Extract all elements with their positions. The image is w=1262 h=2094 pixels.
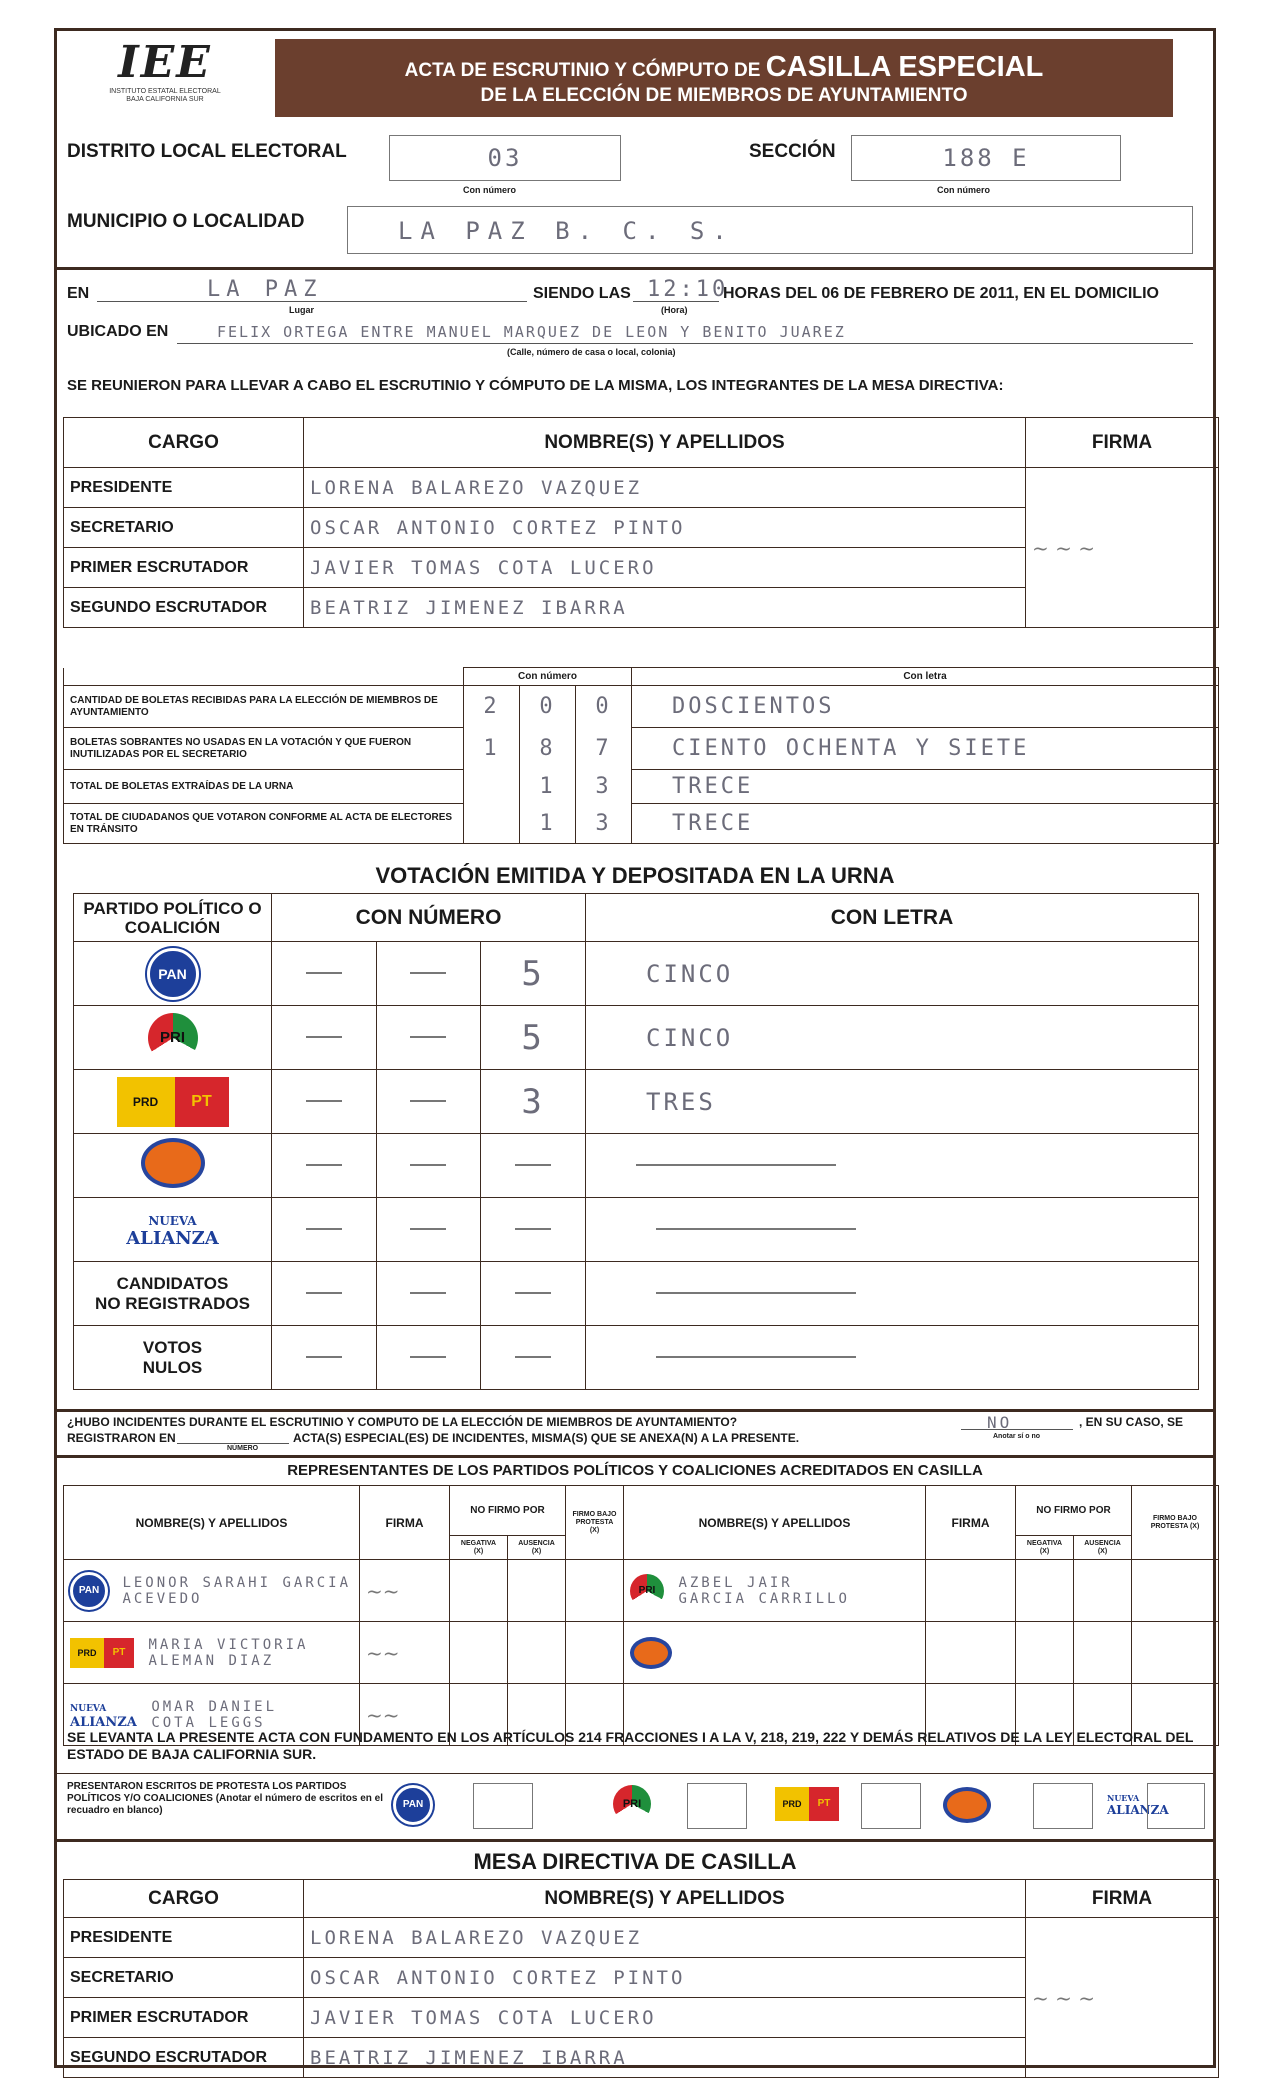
incidents-line2-a: REGISTRARON EN [67, 1431, 176, 1445]
ballot-digit[interactable]: 2 [464, 686, 520, 728]
final-name[interactable]: BEATRIZ JIMENEZ IBARRA [304, 2038, 1026, 2078]
nulos-label-1: VOTOS [142, 1337, 203, 1357]
section-value: 188 E [942, 144, 1030, 172]
movimiento-ciudadano-logo-icon [141, 1138, 205, 1188]
ballot-digit[interactable]: 7 [576, 728, 632, 770]
incidents-number-caption: NÚMERO [227, 1445, 259, 1452]
signature-scribble: ~~ [366, 1640, 400, 1665]
dash-mark [410, 1164, 446, 1166]
official-name[interactable]: JAVIER TOMAS COTA LUCERO [304, 548, 1026, 588]
signature-scribble: ~~ [366, 1702, 400, 1727]
incidents-number-line[interactable] [177, 1443, 289, 1444]
incidents-tail: , EN SU CASO, SE [1079, 1415, 1184, 1429]
vote-digit[interactable] [272, 942, 377, 1006]
na-label-2: ALIANZA [126, 1227, 219, 1249]
rep-ausencia[interactable] [508, 1560, 566, 1622]
vote-letter[interactable] [586, 1134, 1199, 1198]
dash-mark [410, 1036, 446, 1038]
dash-mark [306, 1228, 342, 1230]
official-cargo: PRIMER ESCRUTADOR [64, 548, 304, 588]
vote-row [74, 942, 1199, 1006]
prd-logo-icon: PRD [117, 1077, 175, 1127]
protest-box-pri[interactable] [687, 1783, 747, 1829]
official-name[interactable]: LORENA BALAREZO VAZQUEZ [304, 468, 1026, 508]
rep-left-cell[interactable] [64, 1560, 360, 1622]
reps-col-ausencia: AUSENCIA (X) [508, 1536, 566, 1560]
pt-logo-icon: PT [809, 1787, 839, 1821]
reps-col-negativa: NEGATIVA (X) [1016, 1536, 1074, 1560]
rep-protesta[interactable] [566, 1622, 624, 1684]
vote-digit[interactable] [272, 1262, 377, 1326]
institute-name-2: BAJA CALIFORNIA SUR [126, 96, 204, 103]
final-cargo: PRESIDENTE [64, 1918, 304, 1958]
rep-name [151, 1699, 277, 1731]
ballot-letter[interactable]: TRECE [632, 804, 1219, 844]
protest-box-pan[interactable] [473, 1783, 533, 1829]
vote-party-cell [74, 1006, 272, 1070]
vote-digit[interactable] [272, 1070, 377, 1134]
final-cargo: SECRETARIO [64, 1958, 304, 1998]
votes-col-num: CON NÚMERO [272, 894, 586, 942]
title-band [275, 39, 1173, 117]
district-value: 03 [487, 144, 523, 172]
incidents-answer-caption: Anotar sí o no [993, 1433, 1041, 1440]
votes-col-party: PARTIDO POLÍTICO O COALICIÓN [74, 894, 272, 942]
reps-col-negativa: NEGATIVA (X) [450, 1536, 508, 1560]
rep-name-line-1: LEONOR SARAHI GARCIA [122, 1574, 352, 1591]
votes-table [73, 893, 1199, 1390]
official-cargo: SECRETARIO [64, 508, 304, 548]
ballot-label: TOTAL DE CIUDADANOS QUE VOTARON CONFORME AL ACTA DE ELECTORES EN TRÁNSITO [64, 804, 464, 844]
blank-line [656, 1356, 856, 1358]
final-name[interactable]: OSCAR ANTONIO CORTEZ PINTO [304, 1958, 1026, 1998]
section-box[interactable] [851, 135, 1121, 181]
time-caption: (Hora) [661, 305, 688, 315]
vote-party-cell [74, 1326, 272, 1390]
rep-name-line-2: ACEVEDO [122, 1590, 203, 1607]
ballot-letter[interactable]: CIENTO OCHENTA Y SIETE [632, 728, 1219, 770]
district-label: DISTRITO LOCAL ELECTORAL [67, 141, 347, 162]
reps-col-protesta-right: FIRMO BAJO PROTESTA (X) [1132, 1486, 1219, 1560]
title-line-2: DE LA ELECCIÓN DE MIEMBROS DE AYUNTAMIENTO [480, 85, 968, 106]
vote-digit[interactable] [376, 942, 481, 1006]
ballot-digit[interactable]: 0 [520, 686, 576, 728]
institute-name-1: INSTITUTO ESTATAL ELECTORAL [109, 88, 221, 95]
vote-row [74, 1134, 1199, 1198]
nueva-alianza-logo-icon [70, 1701, 137, 1729]
rep-name [122, 1575, 351, 1607]
divider [57, 1839, 1213, 1842]
rep-name-line-2: COTA LEGGS [151, 1714, 266, 1731]
reps-col-nofirmo-right: NO FIRMO POR [1016, 1486, 1132, 1536]
district-caption: Con número [463, 185, 516, 195]
incidents-question: ¿HUBO INCIDENTES DURANTE EL ESCRUTINIO Y COMPUTO DE LA ELECCIÓN DE MIEMBROS DE AYUNTAMIENTO? [67, 1415, 738, 1429]
vote-letter[interactable] [586, 1198, 1199, 1262]
reps-title: REPRESENTANTES DE LOS PARTIDOS POLÍTICOS Y COALICIONES ACREDITADOS EN CASILLA [287, 1462, 983, 1479]
rep-right-cell[interactable] [624, 1560, 926, 1622]
officials-col-name: NOMBRE(S) Y APELLIDOS [304, 418, 1026, 468]
pri-logo-icon: PRI [148, 1013, 198, 1063]
pan-logo-icon: PAN [393, 1785, 433, 1825]
vote-digit[interactable] [481, 1326, 586, 1390]
ballot-row [64, 686, 1219, 728]
vote-digit[interactable] [481, 1262, 586, 1326]
ballot-label: TOTAL DE BOLETAS EXTRAÍDAS DE LA URNA [64, 770, 464, 804]
vote-row [74, 1326, 1199, 1390]
vote-letter[interactable] [586, 1326, 1199, 1390]
official-row [64, 468, 1219, 508]
ballot-label: CANTIDAD DE BOLETAS RECIBIDAS PARA LA ELECCIÓN DE MIEMBROS DE AYUNTAMIENTO [64, 686, 464, 728]
dash-mark [515, 1164, 551, 1166]
rep-ausencia[interactable] [508, 1622, 566, 1684]
iee-logo-mark: IEE [118, 37, 212, 88]
title-prefix: ACTA DE ESCRUTINIO Y CÓMPUTO DE [404, 60, 761, 81]
vote-digit[interactable] [272, 1134, 377, 1198]
protest-text: PRESENTARON ESCRITOS DE PROTESTA LOS PARTIDOS POLÍTICOS Y/O COALICIONES (Anotar el número de escritos en el recuadro en blanco) [67, 1781, 383, 1816]
dash-mark [515, 1292, 551, 1294]
vote-digit[interactable] [272, 1006, 377, 1070]
pri-logo-icon: PRI [613, 1785, 651, 1823]
final-col-name: NOMBRE(S) Y APELLIDOS [304, 1880, 1026, 1918]
rep-name-line-1: AZBEL JAIR [678, 1574, 793, 1591]
incidents-answer-line[interactable] [961, 1429, 1073, 1430]
nueva-alianza-logo-icon [126, 1211, 219, 1248]
movimiento-ciudadano-logo-icon [943, 1787, 991, 1823]
dash-mark [410, 1356, 446, 1358]
vote-party-cell [74, 1134, 272, 1198]
vote-digit[interactable] [272, 1326, 377, 1390]
en-label: EN [67, 285, 90, 302]
official-cargo: SEGUNDO ESCRUTADOR [64, 588, 304, 628]
final-signature[interactable] [1026, 1918, 1219, 2078]
ballot-digit[interactable]: 3 [576, 770, 632, 804]
en-caption: Lugar [289, 305, 315, 315]
reps-col-sign-right: FIRMA [926, 1486, 1016, 1560]
nulos-label-2: NULOS [142, 1357, 203, 1377]
movimiento-ciudadano-logo-icon [630, 1637, 672, 1669]
final-title: MESA DIRECTIVA DE CASILLA [473, 1849, 797, 1874]
official-name[interactable]: BEATRIZ JIMENEZ IBARRA [304, 588, 1026, 628]
na-label-1: NUEVA [70, 1703, 107, 1714]
divider [57, 1773, 1213, 1774]
rep-name-line-2: GARCIA CARRILLO [678, 1590, 850, 1607]
vote-digit[interactable] [376, 1006, 481, 1070]
ballot-digit[interactable]: 1 [464, 728, 520, 770]
rep-name-line-1: MARIA VICTORIA [148, 1636, 309, 1653]
incidents-line2-b: ACTA(S) ESPECIAL(ES) DE INCIDENTES, MISMA(S) QUE SE ANEXA(N) A LA PRESENTE. [293, 1431, 800, 1445]
protest-box-mc[interactable] [1033, 1783, 1093, 1829]
dash-mark [306, 1164, 342, 1166]
pt-logo-icon: PT [104, 1638, 134, 1668]
vote-party-cell [74, 1198, 272, 1262]
dash-mark [306, 1356, 342, 1358]
dash-mark [515, 1356, 551, 1358]
vote-party-cell [74, 1070, 272, 1134]
municipality-value: LA PAZ B. C. S. [398, 217, 735, 245]
na-label-1: NUEVA [1107, 1793, 1140, 1803]
reps-col-sign-left: FIRMA [360, 1486, 450, 1560]
signature-scribble: ~ ~ ~ [1032, 1985, 1095, 2010]
ubicado-label: UBICADO EN [67, 323, 169, 340]
ballot-digit[interactable] [464, 804, 520, 844]
title-line-1 [275, 51, 1173, 84]
ballot-digit[interactable]: 1 [520, 770, 576, 804]
reps-col-ausencia: AUSENCIA (X) [1074, 1536, 1132, 1560]
dash-mark [410, 972, 446, 974]
votes-col-letter: CON LETRA [586, 894, 1199, 942]
vote-digit[interactable] [376, 1326, 481, 1390]
address-value: FELIX ORTEGA ENTRE MANUEL MARQUEZ DE LEON Y BENITO JUAREZ [217, 323, 846, 341]
na-label-2: ALIANZA [1107, 1803, 1169, 1817]
officials-signature[interactable] [1026, 468, 1219, 628]
reps-col-name-left: NOMBRE(S) Y APELLIDOS [64, 1486, 360, 1560]
final-cargo: SEGUNDO ESCRUTADOR [64, 2038, 304, 2078]
divider [57, 267, 1213, 270]
officials-col-firma: FIRMA [1026, 418, 1219, 468]
dash-mark [306, 1292, 342, 1294]
protest-box-na[interactable] [1147, 1783, 1205, 1829]
reps-col-nofirmo-left: NO FIRMO POR [450, 1486, 566, 1536]
dash-mark [410, 1228, 446, 1230]
rep-signature[interactable] [360, 1560, 450, 1622]
rep-signature[interactable] [926, 1622, 1016, 1684]
official-cargo: PRESIDENTE [64, 468, 304, 508]
section-label: SECCIÓN [749, 141, 836, 162]
address-caption: (Calle, número de casa o local, colonia) [507, 347, 676, 357]
reps-col-protesta-left: FIRMO BAJO PROTESTA (X) [566, 1486, 624, 1560]
ballot-digit[interactable] [464, 770, 520, 804]
ballot-row [64, 804, 1219, 844]
rep-name [678, 1575, 849, 1607]
protest-box-prd-pt[interactable] [861, 1783, 921, 1829]
vote-row [74, 1262, 1199, 1326]
signature-scribble: ~ ~ ~ [1032, 535, 1095, 560]
rep-name [148, 1637, 308, 1669]
rep-protesta[interactable] [1132, 1622, 1219, 1684]
municipality-box[interactable] [347, 206, 1193, 254]
vote-row [74, 1006, 1199, 1070]
pri-logo-icon: PRI [630, 1574, 664, 1608]
prd-logo-icon: PRD [775, 1787, 809, 1821]
dash-mark [306, 972, 342, 974]
officials-col-cargo: CARGO [64, 418, 304, 468]
ballot-digit[interactable]: 3 [576, 804, 632, 844]
votes-title: VOTACIÓN EMITIDA Y DEPOSITADA EN LA URNA [375, 863, 895, 888]
divider [57, 1409, 1213, 1412]
cnr-label-2: NO REGISTRADOS [95, 1293, 250, 1313]
rep-protesta[interactable] [1132, 1560, 1219, 1622]
rep-name-line-1: OMAR DANIEL [151, 1698, 278, 1715]
rep-negativa[interactable] [1016, 1622, 1074, 1684]
dash-mark [306, 1100, 342, 1102]
vote-digit[interactable]: 5 [481, 942, 586, 1006]
vote-digit[interactable]: 5 [481, 1006, 586, 1070]
blank-line [636, 1164, 836, 1166]
siendo-label: SIENDO LAS [533, 285, 631, 302]
incidents-answer: NO [987, 1413, 1013, 1432]
ballot-row [64, 728, 1219, 770]
pt-logo-icon: PT [175, 1077, 229, 1127]
rep-row [64, 1560, 1219, 1622]
ballot-digit[interactable]: 1 [520, 804, 576, 844]
final-name[interactable]: LORENA BALAREZO VAZQUEZ [304, 1918, 1026, 1958]
vote-digit[interactable] [376, 1134, 481, 1198]
ballot-label: BOLETAS SOBRANTES NO USADAS EN LA VOTACIÓN Y QUE FUERON INUTILIZADAS POR EL SECRETARIO [64, 728, 464, 770]
cnr-label-1: CANDIDATOS [116, 1273, 229, 1293]
na-label-2: ALIANZA [70, 1714, 137, 1730]
ballot-letter[interactable]: TRECE [632, 770, 1219, 804]
rep-signature[interactable] [926, 1560, 1016, 1622]
dash-mark [306, 1036, 342, 1038]
official-name[interactable]: OSCAR ANTONIO CORTEZ PINTO [304, 508, 1026, 548]
reunieron-text: SE REUNIERON PARA LLEVAR A CABO EL ESCRUTINIO Y CÓMPUTO DE LA MISMA, LOS INTEGRANTES DE LA MESA DIRECTIVA: [67, 377, 1004, 394]
ballots-col-num: Con número [464, 668, 632, 686]
horas-text: HORAS DEL 06 DE FEBRERO DE 2011, EN EL DOMICILIO [723, 285, 1159, 302]
rep-negativa[interactable] [1016, 1560, 1074, 1622]
ballots-table [63, 667, 1219, 844]
rep-ausencia[interactable] [1074, 1622, 1132, 1684]
vote-row [74, 1070, 1199, 1134]
dash-mark [410, 1292, 446, 1294]
signature-scribble: ~~ [366, 1578, 400, 1603]
blank-line [656, 1292, 856, 1294]
na-label-1: NUEVA [148, 1213, 197, 1228]
vote-digit[interactable] [481, 1198, 586, 1262]
final-col-cargo: CARGO [64, 1880, 304, 1918]
vote-letter[interactable] [586, 1262, 1199, 1326]
vote-letter[interactable]: CINCO [586, 942, 1199, 1006]
address-line[interactable] [177, 343, 1193, 344]
final-table [63, 1879, 1219, 2078]
rep-row [64, 1622, 1219, 1684]
legal-text: SE LEVANTA LA PRESENTE ACTA CON FUNDAMENTO EN LOS ARTÍCULOS 214 FRACCIONES I A LA V, 218, 219, 222 Y DEMÁS RELATIVOS DE LA LEY ELECTORAL DEL ESTADO DE BAJA CALIFORNIA SUR. [67, 1729, 1194, 1762]
ballots-col-letter: Con letra [632, 668, 1219, 686]
vote-digit[interactable]: 3 [481, 1070, 586, 1134]
district-box[interactable] [389, 135, 621, 181]
rep-negativa[interactable] [450, 1622, 508, 1684]
officials-table [63, 417, 1219, 628]
vote-digit[interactable] [376, 1262, 481, 1326]
acta-sheet [54, 28, 1216, 2068]
ballot-row [64, 770, 1219, 804]
pan-logo-icon: PAN [147, 948, 199, 1000]
final-row [64, 1918, 1219, 1958]
final-cargo: PRIMER ESCRUTADOR [64, 1998, 304, 2038]
reps-col-name-right: NOMBRE(S) Y APELLIDOS [624, 1486, 926, 1560]
reps-table [63, 1485, 1219, 1746]
rep-right-cell[interactable] [624, 1622, 926, 1684]
ballots-blank-head [64, 668, 464, 686]
vote-digit[interactable] [481, 1134, 586, 1198]
rep-signature[interactable] [360, 1622, 450, 1684]
divider [57, 1455, 1213, 1458]
final-col-firma: FIRMA [1026, 1880, 1219, 1918]
vote-digit[interactable] [376, 1198, 481, 1262]
prd-logo-icon: PRD [70, 1638, 104, 1668]
final-name[interactable]: JAVIER TOMAS COTA LUCERO [304, 1998, 1026, 2038]
ballot-letter[interactable]: DOSCIENTOS [632, 686, 1219, 728]
ballot-digit[interactable]: 8 [520, 728, 576, 770]
iee-logo [65, 37, 265, 123]
dash-mark [515, 1228, 551, 1230]
en-value: LA PAZ [207, 277, 323, 302]
pan-logo-icon: PAN [70, 1572, 108, 1610]
rep-ausencia[interactable] [1074, 1560, 1132, 1622]
vote-party-cell [74, 942, 272, 1006]
time-value: 12:10 [647, 277, 729, 302]
vote-letter[interactable]: TRES [586, 1070, 1199, 1134]
title-main: CASILLA ESPECIAL [765, 51, 1044, 83]
municipality-label: MUNICIPIO O LOCALIDAD [67, 211, 305, 232]
vote-row [74, 1198, 1199, 1262]
blank-line [656, 1228, 856, 1230]
vote-letter[interactable]: CINCO [586, 1006, 1199, 1070]
section-caption: Con número [937, 185, 990, 195]
vote-digit[interactable] [376, 1070, 481, 1134]
rep-negativa[interactable] [450, 1560, 508, 1622]
dash-mark [410, 1100, 446, 1102]
rep-protesta[interactable] [566, 1560, 624, 1622]
rep-left-cell[interactable] [64, 1622, 360, 1684]
vote-party-cell [74, 1262, 272, 1326]
vote-digit[interactable] [272, 1198, 377, 1262]
rep-name-line-2: ALEMAN DIAZ [148, 1652, 275, 1669]
protest-boxes [387, 1781, 1207, 1833]
ballot-digit[interactable]: 0 [576, 686, 632, 728]
